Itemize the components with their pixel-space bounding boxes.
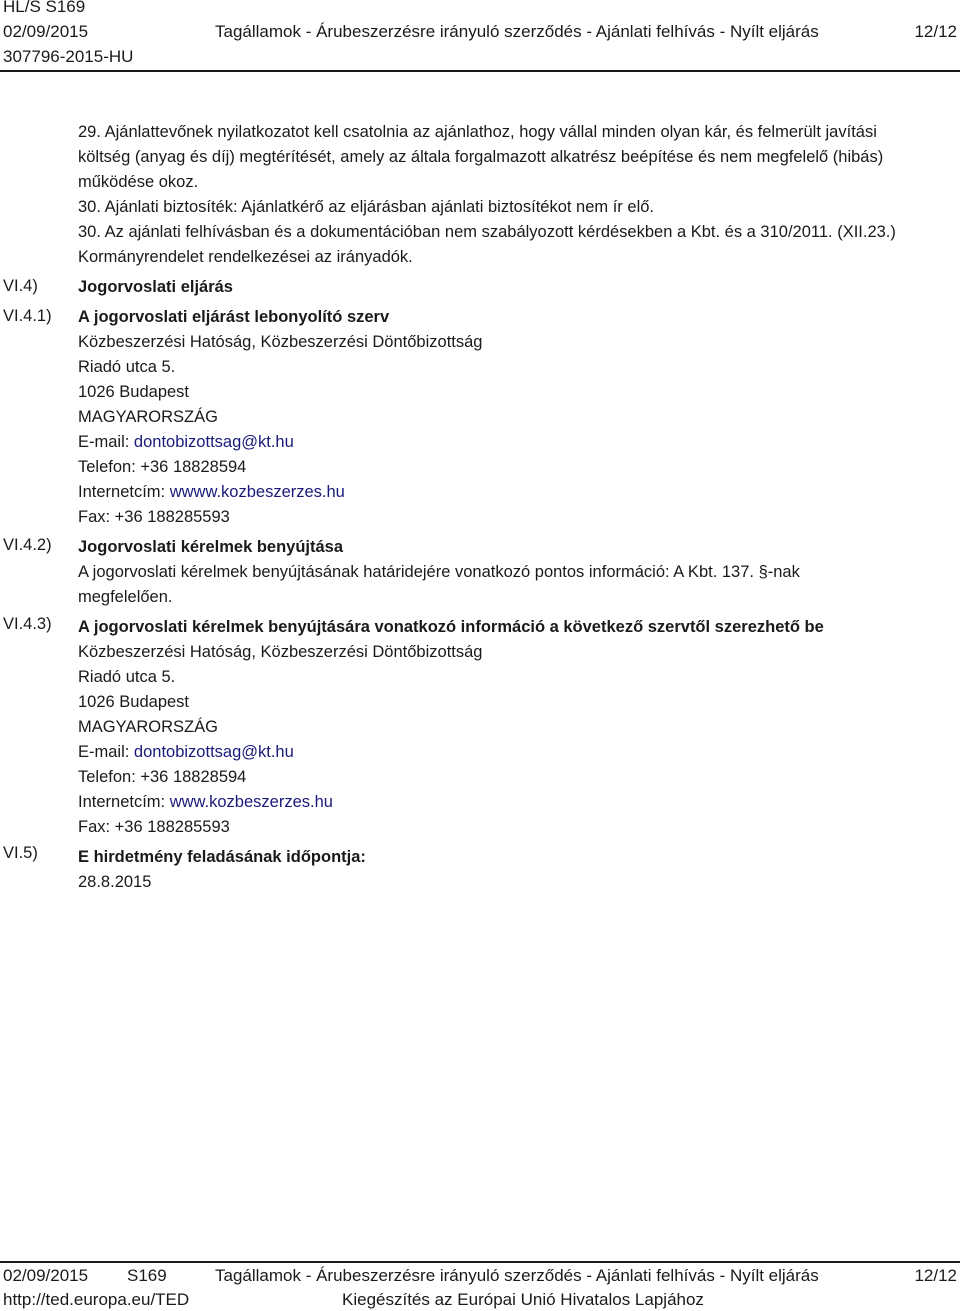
section-number-vi4-2: VI.4.2)	[3, 536, 52, 554]
section-number-vi5: VI.5)	[3, 844, 38, 862]
paragraph-30-rules-line: Kormányrendelet rendelkezései az irányadók.	[78, 248, 413, 266]
review-body-email-row	[78, 430, 948, 455]
paragraph-30-deposit: 30. Ajánlati biztosíték: Ajánlatkérő az eljárásban ajánlati biztosítékot nem ír elő.	[78, 198, 654, 216]
header-page-number: 12/12	[914, 22, 957, 41]
appeals-info-country: MAGYARORSZÁG	[78, 718, 218, 736]
email-label: E-mail:	[78, 743, 134, 761]
header-rule	[0, 70, 960, 72]
appeals-info-phone: Telefon: +36 18828594	[78, 768, 247, 786]
section-number-vi4: VI.4)	[3, 277, 38, 295]
review-body-street: Riadó utca 5.	[78, 358, 176, 376]
appeals-info-email-row	[78, 740, 948, 765]
appeals-info-heading: A jogorvoslati kérelmek benyújtására vonatkozó információ a következő szervtől szerezhető be	[78, 618, 824, 636]
appeals-info-web-link[interactable]: www.kozbeszerzes.hu	[169, 793, 333, 811]
footer-page-number: 12/12	[914, 1266, 957, 1285]
dispatch-date-value: 28.8.2015	[78, 873, 152, 891]
dispatch-date-heading: E hirdetmény feladásának időpontja:	[78, 848, 366, 866]
lodging-appeals-text-line: A jogorvoslati kérelmek benyújtásának határidejére vonatkozó pontos információ: A Kbt. 137. §-nak	[78, 563, 800, 581]
appeals-info-web-row	[78, 790, 948, 815]
footer-supplement-label: Kiegészítés az Európai Unió Hivatalos Lapjához	[342, 1290, 704, 1309]
notice-body	[78, 120, 948, 895]
paragraph-29-line: működése okoz.	[78, 173, 199, 191]
web-label: Internetcím:	[78, 793, 170, 811]
section-number-vi4-3: VI.4.3)	[3, 615, 52, 633]
footer-date: 02/09/2015	[3, 1266, 89, 1285]
section-number-vi4-1: VI.4.1)	[3, 307, 52, 325]
document-number: 307796-2015-HU	[3, 47, 134, 66]
lodging-appeals-text-line: megfelelően.	[78, 588, 173, 606]
header-title: Tagállamok - Árubeszerzésre irányuló szerződés - Ajánlati felhívás - Nyílt eljárás	[215, 22, 819, 41]
review-body-phone: Telefon: +36 18828594	[78, 458, 247, 476]
review-body-name: Közbeszerzési Hatóság, Közbeszerzési Döntőbizottság	[78, 333, 483, 351]
review-procedure-heading: Jogorvoslati eljárás	[78, 278, 233, 296]
review-body-email-link[interactable]: dontobizottsag@kt.hu	[133, 433, 294, 451]
paragraph-29-line: 29. Ajánlattevőnek nyilatkozatot kell csatolnia az ajánlathoz, hogy vállal minden olyan kár, és felmerült javítási	[78, 123, 877, 141]
paragraph-29-line: költség (anyag és díj) megtérítését, amely az általa forgalmazott alkatrész beépítése és nem megfelelő (hibás)	[78, 148, 884, 166]
footer-title: Tagállamok - Árubeszerzésre irányuló szerződés - Ajánlati felhívás - Nyílt eljárás	[215, 1266, 819, 1285]
review-body-web-link[interactable]: wwww.kozbeszerzes.hu	[169, 483, 345, 501]
appeals-info-name: Közbeszerzési Hatóság, Közbeszerzési Döntőbizottság	[78, 643, 483, 661]
footer-rule	[0, 1261, 960, 1263]
review-body-fax: Fax: +36 188285593	[78, 508, 230, 526]
review-body-web-row	[78, 480, 948, 505]
lodging-appeals-heading: Jogorvoslati kérelmek benyújtása	[78, 538, 344, 556]
review-body-country: MAGYARORSZÁG	[78, 408, 218, 426]
web-label: Internetcím:	[78, 483, 170, 501]
header-date: 02/09/2015	[3, 22, 89, 41]
review-body-city: 1026 Budapest	[78, 383, 190, 401]
appeals-info-email-link[interactable]: dontobizottsag@kt.hu	[133, 743, 294, 761]
footer-ted-link[interactable]: http://ted.europa.eu/TED	[3, 1290, 190, 1309]
paragraph-30-rules-line: 30. Az ajánlati felhívásban és a dokumentációban nem szabályozott kérdésekben a Kbt. és a 310/2011. (XII.23.)	[78, 223, 896, 241]
review-body-heading: A jogorvoslati eljárást lebonyolító szerv	[78, 308, 390, 326]
appeals-info-street: Riadó utca 5.	[78, 668, 176, 686]
oj-series-label: HL/S S169	[3, 0, 86, 16]
appeals-info-city: 1026 Budapest	[78, 693, 190, 711]
appeals-info-fax: Fax: +36 188285593	[78, 818, 230, 836]
email-label: E-mail:	[78, 433, 134, 451]
footer-series: S169	[127, 1266, 167, 1285]
